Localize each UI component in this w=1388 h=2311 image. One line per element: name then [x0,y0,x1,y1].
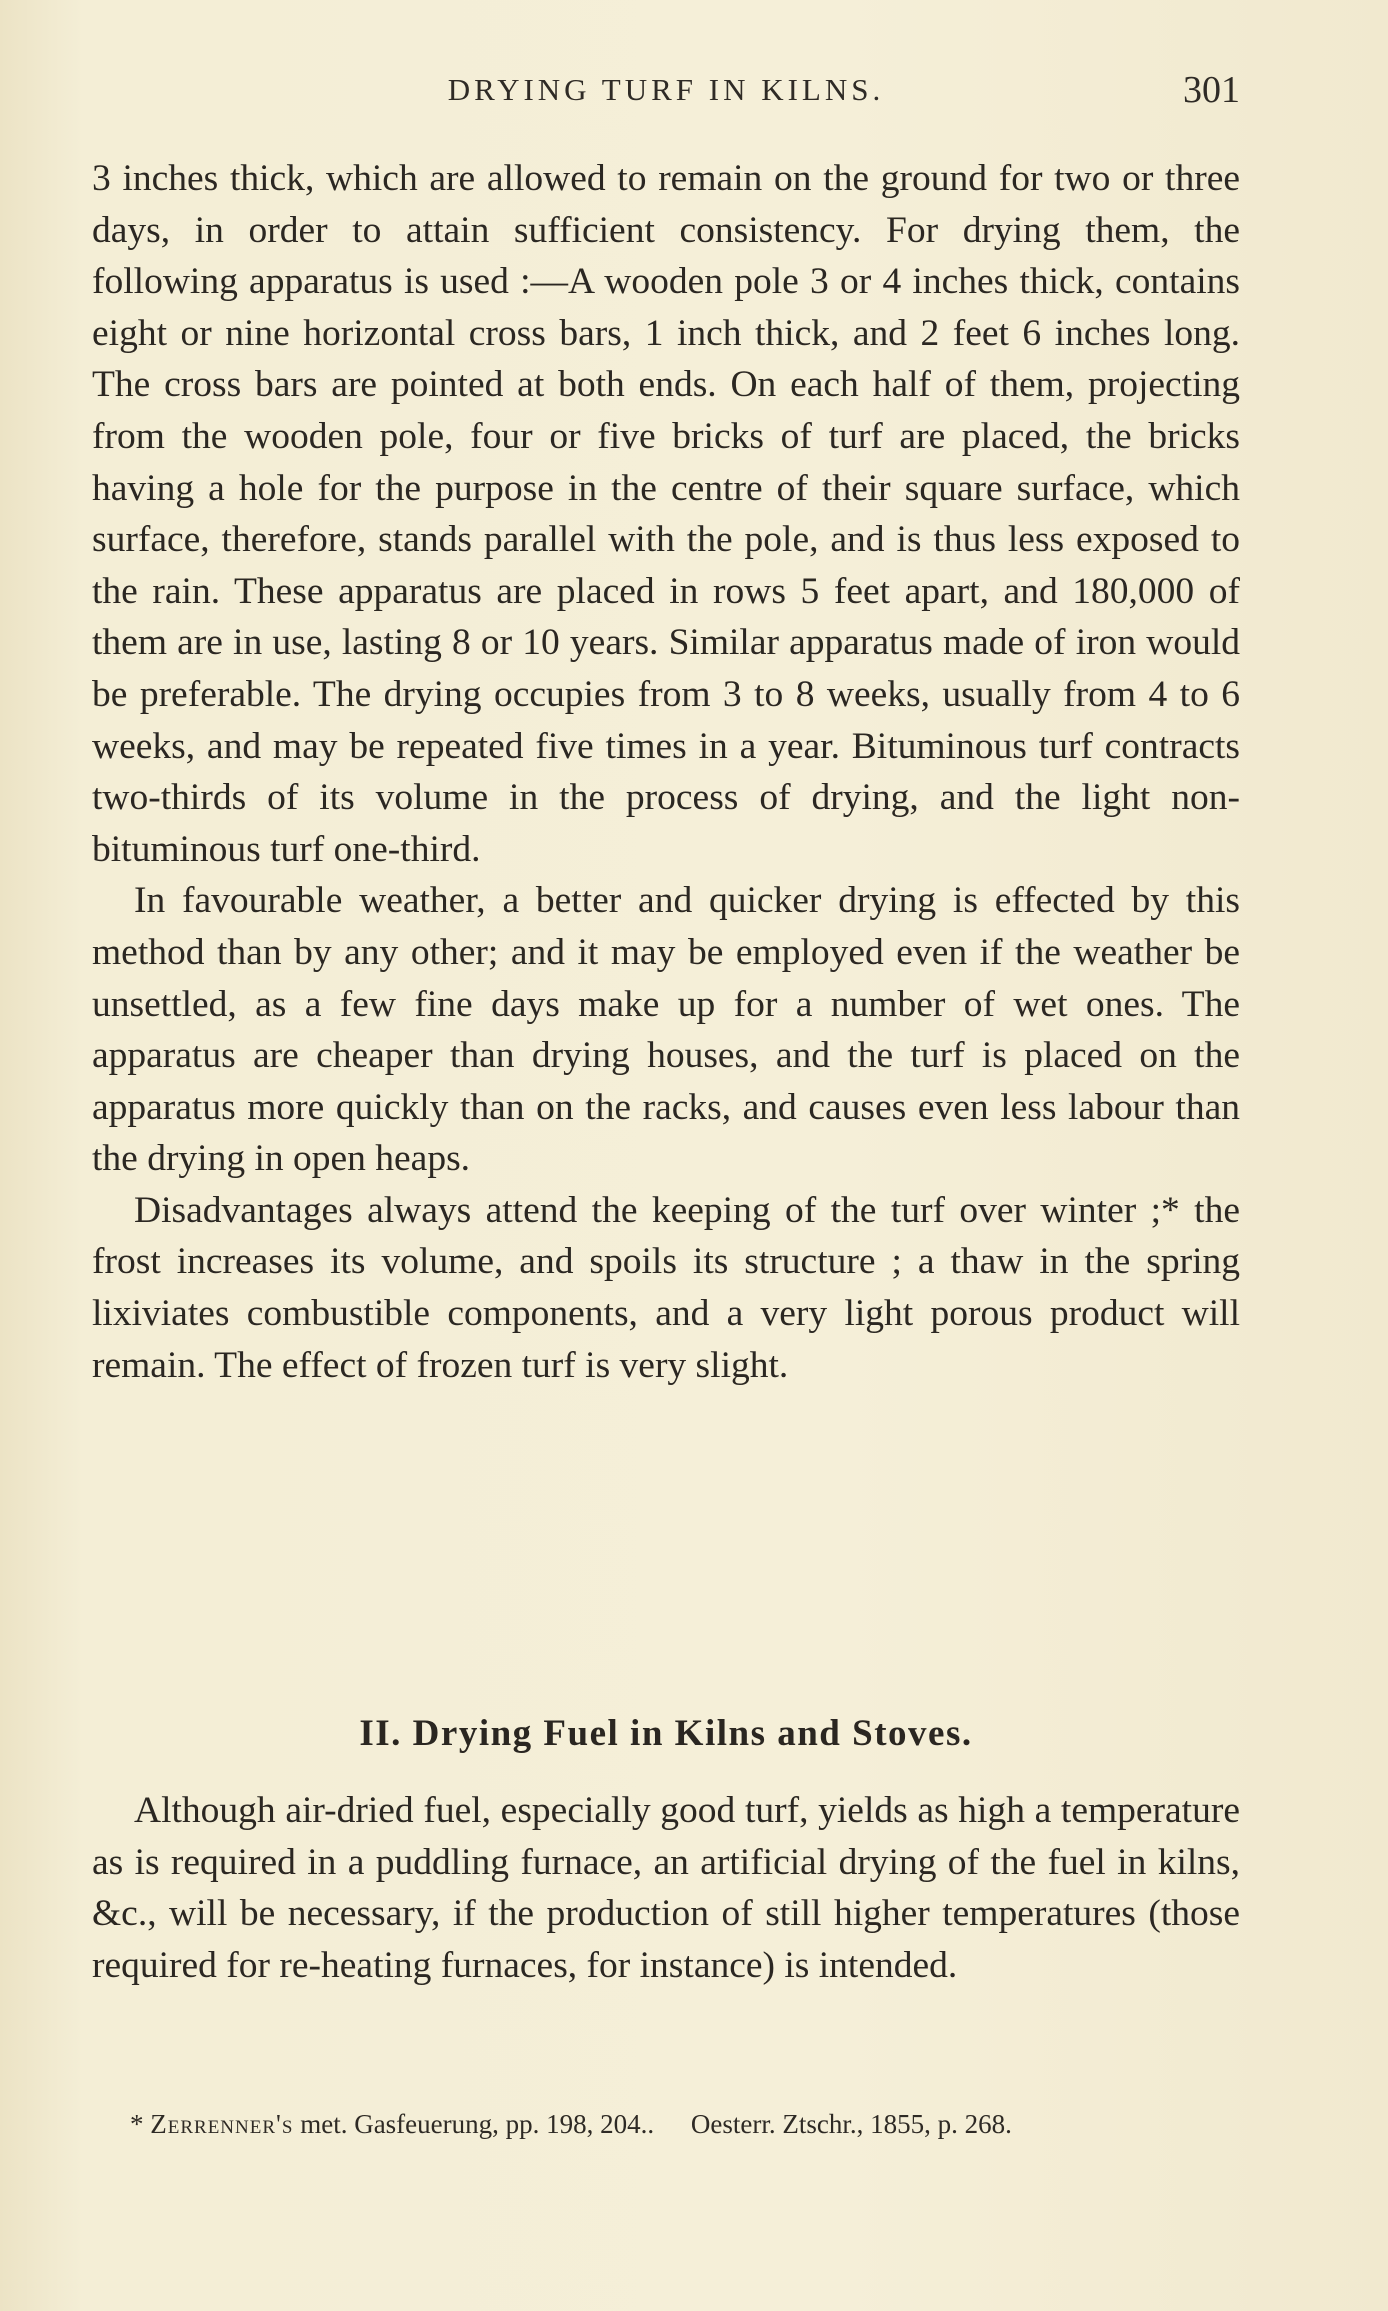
page-header [92,69,1240,122]
paragraph-continued: 3 inches thick, which are allowed to remain on the ground for two or three days, in order to attain sufficient consistency. For drying them, the following apparatus is used :—A wooden pole 3 or 4 inches thick, contains eight or nine horizontal cross bars, 1 inch thick, and 2 feet 6 inches long. The cross bars are pointed at both ends. On each half of them, projecting from the wooden pole, four or five bricks of turf are placed, the bricks having a hole for the purpose in the centre of their square surface, which surface, therefore, stands parallel with the pole, and is thus less exposed to the rain. These apparatus are placed in rows 5 feet apart, and 180,000 of them are in use, lasting 8 or 10 years. Similar apparatus made of iron would be preferable. The drying occupies from 3 to 8 weeks, usually from 4 to 6 weeks, and may be repeated five times in a year. Bituminous turf contracts two-thirds of its volume in the process of drying, and the light non-bituminous turf one-third. [92,158,1240,870]
footnote-reference: Oesterr. Ztschr., 1855, p. 268. [690,2109,1012,2139]
footnote-author: Zerrenner's [150,2109,294,2139]
section-body [92,1785,1240,1991]
section-heading: II. Drying Fuel in Kilns and Stoves. [359,1713,973,1754]
page-number: 301 [1183,69,1240,111]
footnote-work: met. Gasfeuerung, pp. 198, 204.. [300,2109,655,2139]
running-title: DRYING TURF IN KILNS. [447,72,885,107]
section-paragraph: Although air-dried fuel, especially good turf, yields as high a temperature as is required in a puddling furnace, an artificial drying of the fuel in kilns, &c., will be necessary, if the production of still higher temperatures (those required for re-heating furnaces, for instance) is intended. [92,1790,1240,1986]
paragraph-favourable-weather: In favourable weather, a better and quicker drying is effected by this method than by any other; and it may be employed even if the weather be unsettled, as a few fine days make up for a number of wet ones. The apparatus are cheaper than drying houses, and the turf is placed on the apparatus more quickly than on the racks, and causes even less labour than the drying in open heaps. [92,880,1240,1180]
body-text [92,153,1240,1391]
footnote [92,2105,1240,2143]
footnote-marker: * [130,2109,144,2139]
paragraph-disadvantages: Disadvantages always attend the keeping of the turf over winter ;* the frost increases its volume, and spoils its structure ; a thaw in the spring lixiviates combustible components, and a very light porous product will remain. The effect of frozen turf is very slight. [92,1189,1240,1386]
